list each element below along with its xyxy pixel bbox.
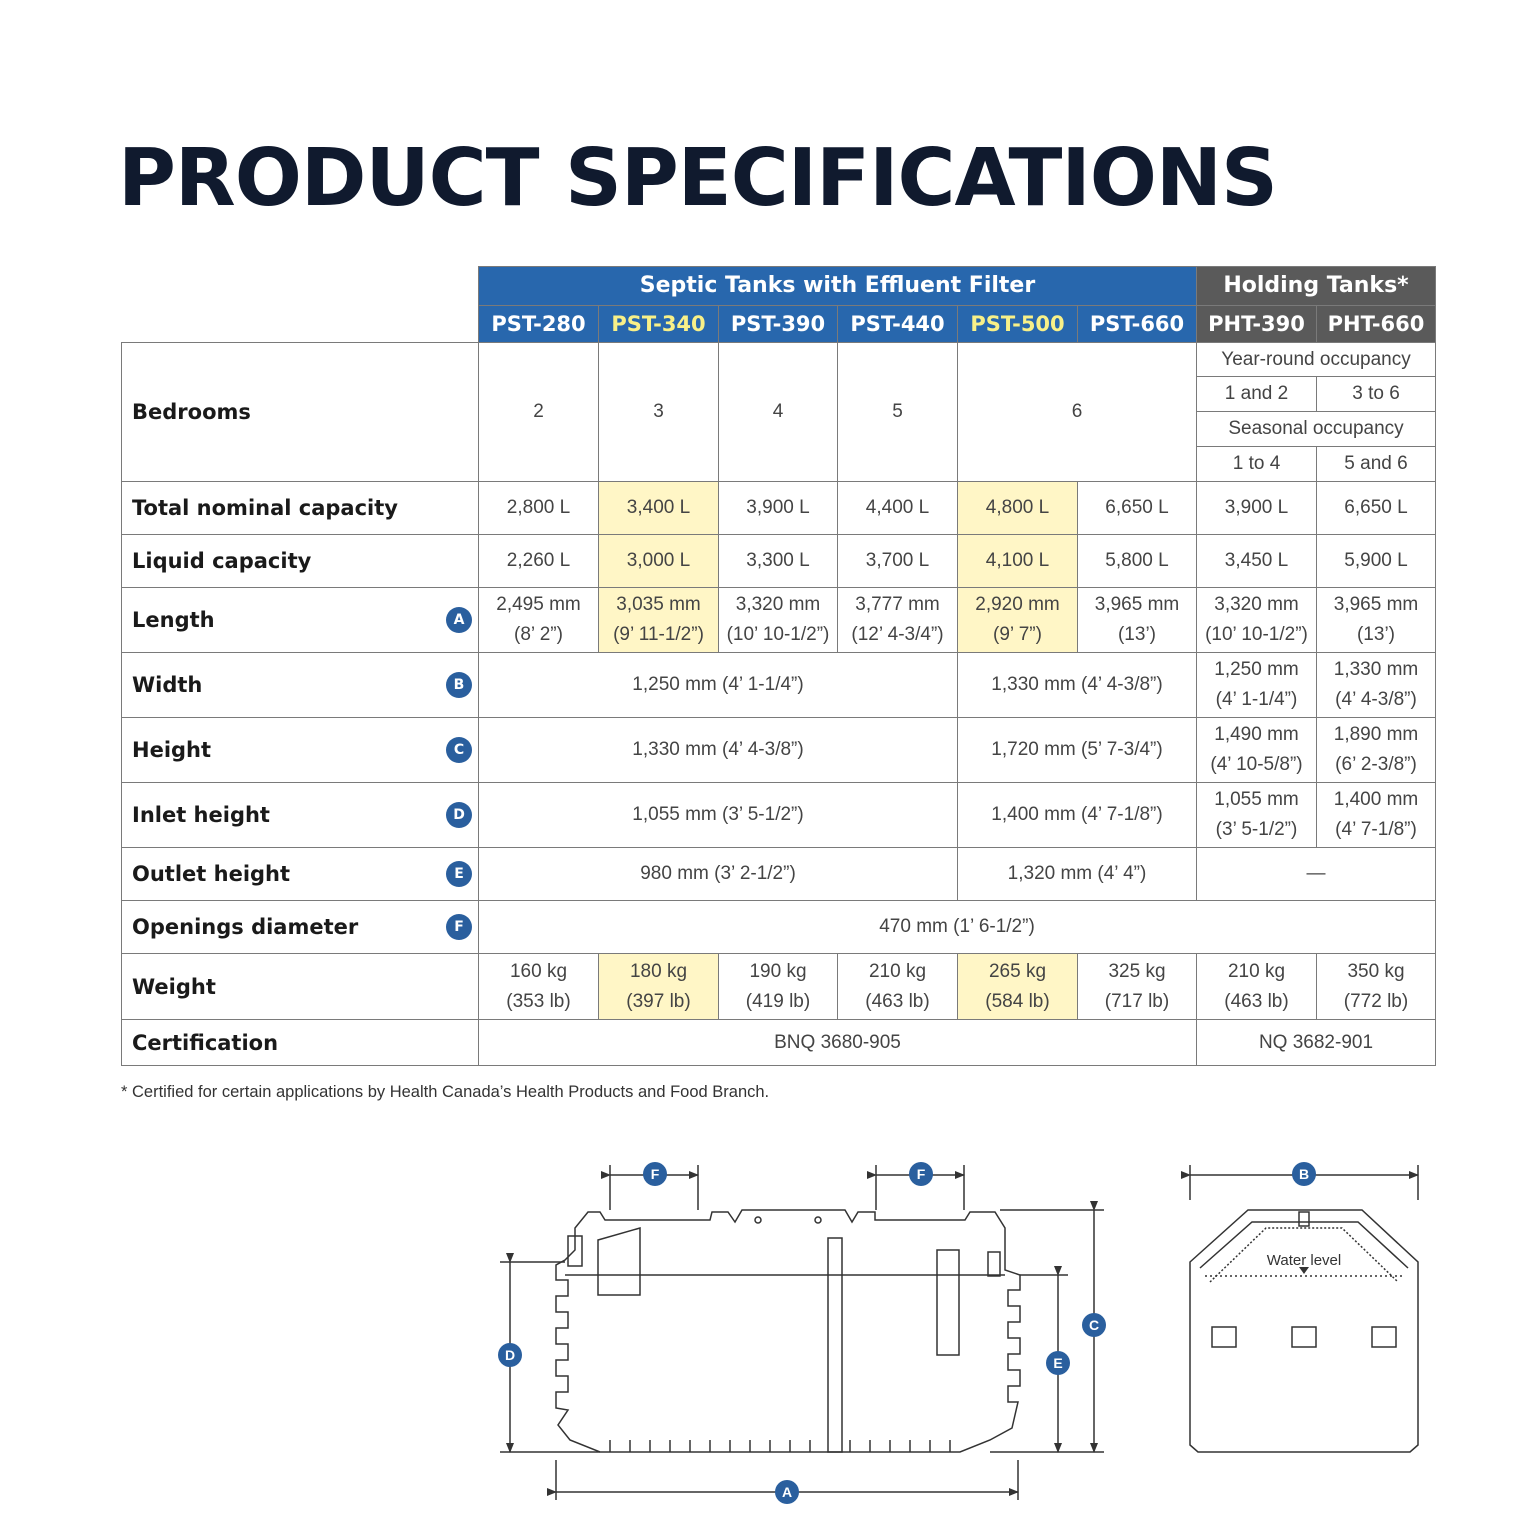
badge-b-label: B	[1298, 1166, 1310, 1182]
table-cell: 1,250 mm (4’ 1-1/4”)	[479, 653, 958, 718]
table-cell: 2,495 mm (8’ 2”)	[479, 588, 599, 653]
table-cell: 6,650 L	[1317, 482, 1436, 535]
badge-f: F	[446, 914, 472, 940]
table-cell: 1,330 mm (4’ 4-3/8”)	[1317, 653, 1436, 718]
table-cell: 3 to 6	[1317, 377, 1436, 412]
row-label-text: Outlet height	[132, 862, 291, 886]
table-cell: 470 mm (1’ 6-1/2”)	[479, 901, 1436, 954]
table-cell: 5 and 6	[1317, 447, 1436, 482]
table-cell: 3,400 L	[599, 482, 719, 535]
table-cell: 1,055 mm (3’ 5-1/2”)	[479, 783, 958, 848]
table-cell: 4,800 L	[958, 482, 1078, 535]
table-cell: BNQ 3680-905	[479, 1020, 1197, 1066]
badge-a-label: A	[781, 1484, 793, 1500]
model-header: PST-440	[838, 306, 958, 343]
occupancy-seasonal: Seasonal occupancy	[1197, 412, 1436, 447]
table-cell: 5	[838, 343, 958, 482]
table-cell: 3,700 L	[838, 535, 958, 588]
badge-f-label: F	[650, 1166, 660, 1182]
model-header: PST-340	[599, 306, 719, 343]
occupancy-yearround: Year-round occupancy	[1197, 343, 1436, 377]
table-cell: 1,890 mm (6’ 2-3/8”)	[1317, 718, 1436, 783]
table-cell: 1,330 mm (4’ 4-3/8”)	[479, 718, 958, 783]
table-cell: 3,320 mm (10’ 10-1/2”)	[719, 588, 838, 653]
table-cell: 325 kg (717 lb)	[1078, 954, 1197, 1020]
end-view-tank	[1190, 1210, 1418, 1452]
model-header: PHT-660	[1317, 306, 1436, 343]
table-cell: 5,900 L	[1317, 535, 1436, 588]
table-cell: 1,320 mm (4’ 4”)	[958, 848, 1197, 901]
table-cell: 265 kg (584 lb)	[958, 954, 1078, 1020]
row-label-weight: Weight	[122, 954, 479, 1020]
table-cell: 3,777 mm (12’ 4-3/4”)	[838, 588, 958, 653]
table-cell: 6	[958, 343, 1197, 482]
table-cell: 1,490 mm (4’ 10-5/8”)	[1197, 718, 1317, 783]
table-cell: 1 to 4	[1197, 447, 1317, 482]
table-cell: 4	[719, 343, 838, 482]
table-cell: 350 kg (772 lb)	[1317, 954, 1436, 1020]
table-cell: 3,035 mm (9’ 11-1/2”)	[599, 588, 719, 653]
table-cell: 1 and 2	[1197, 377, 1317, 412]
group-header-septic: Septic Tanks with Effluent Filter	[479, 267, 1197, 306]
table-cell: 180 kg (397 lb)	[599, 954, 719, 1020]
table-cell: 3,900 L	[719, 482, 838, 535]
table-cell: 1,400 mm (4’ 7-1/8”)	[958, 783, 1197, 848]
table-cell: 190 kg (419 lb)	[719, 954, 838, 1020]
table-cell: 6,650 L	[1078, 482, 1197, 535]
model-header: PST-500	[958, 306, 1078, 343]
badge-d-label: D	[504, 1347, 516, 1363]
model-header: PST-280	[479, 306, 599, 343]
table-cell: 980 mm (3’ 2-1/2”)	[479, 848, 958, 901]
row-label-text: Width	[132, 673, 203, 697]
table-cell: NQ 3682-901	[1197, 1020, 1436, 1066]
table-cell: 2,920 mm (9’ 7”)	[958, 588, 1078, 653]
row-label-text: Openings diameter	[132, 915, 359, 939]
side-view-tank	[556, 1210, 1020, 1452]
badge-d: D	[446, 802, 472, 828]
badge-a: A	[446, 607, 472, 633]
table-cell: 2,800 L	[479, 482, 599, 535]
badge-c-label: C	[1088, 1317, 1100, 1333]
table-cell: 3	[599, 343, 719, 482]
row-label-text: Height	[132, 738, 212, 762]
table-cell: 210 kg (463 lb)	[838, 954, 958, 1020]
water-level-label: Water level	[1266, 1252, 1342, 1269]
model-header: PST-660	[1078, 306, 1197, 343]
row-label-certification: Certification	[122, 1020, 479, 1066]
row-label-text: Inlet height	[132, 803, 270, 827]
row-label-total-capacity: Total nominal capacity	[122, 482, 479, 535]
table-cell: 5,800 L	[1078, 535, 1197, 588]
row-label-bedrooms: Bedrooms	[122, 343, 479, 482]
table-cell: 4,100 L	[958, 535, 1078, 588]
table-cell: 1,330 mm (4’ 4-3/8”)	[958, 653, 1197, 718]
badge-e: E	[446, 861, 472, 887]
row-label-text: Length	[132, 608, 215, 632]
table-cell: 3,965 mm (13’)	[1317, 588, 1436, 653]
table-cell: 2	[479, 343, 599, 482]
table-cell: 1,250 mm (4’ 1-1/4”)	[1197, 653, 1317, 718]
table-cell: 3,000 L	[599, 535, 719, 588]
table-cell: —	[1197, 848, 1436, 901]
badge-b: B	[446, 672, 472, 698]
table-cell: 1,400 mm (4’ 7-1/8”)	[1317, 783, 1436, 848]
table-cell: 4,400 L	[838, 482, 958, 535]
badge-f-label: F	[916, 1166, 926, 1182]
model-header: PST-390	[719, 306, 838, 343]
table-cell: 2,260 L	[479, 535, 599, 588]
page-title: PRODUCT SPECIFICATIONS	[118, 132, 1277, 224]
table-cell: 160 kg (353 lb)	[479, 954, 599, 1020]
table-cell: 3,450 L	[1197, 535, 1317, 588]
table-cell: 210 kg (463 lb)	[1197, 954, 1317, 1020]
table-cell: 3,900 L	[1197, 482, 1317, 535]
row-label-liquid-capacity: Liquid capacity	[122, 535, 479, 588]
group-header-holding: Holding Tanks*	[1197, 267, 1436, 306]
table-cell: 1,055 mm (3’ 5-1/2”)	[1197, 783, 1317, 848]
table-cell: 1,720 mm (5’ 7-3/4”)	[958, 718, 1197, 783]
badge-e-label: E	[1053, 1355, 1063, 1371]
table-cell: 3,300 L	[719, 535, 838, 588]
table-cell: 3,320 mm (10’ 10-1/2”)	[1197, 588, 1317, 653]
table-cell: 3,965 mm (13’)	[1078, 588, 1197, 653]
model-header: PHT-390	[1197, 306, 1317, 343]
footnote: * Certified for certain applications by Health Canada’s Health Products and Food Branch.	[121, 1083, 770, 1101]
badge-c: C	[446, 737, 472, 763]
